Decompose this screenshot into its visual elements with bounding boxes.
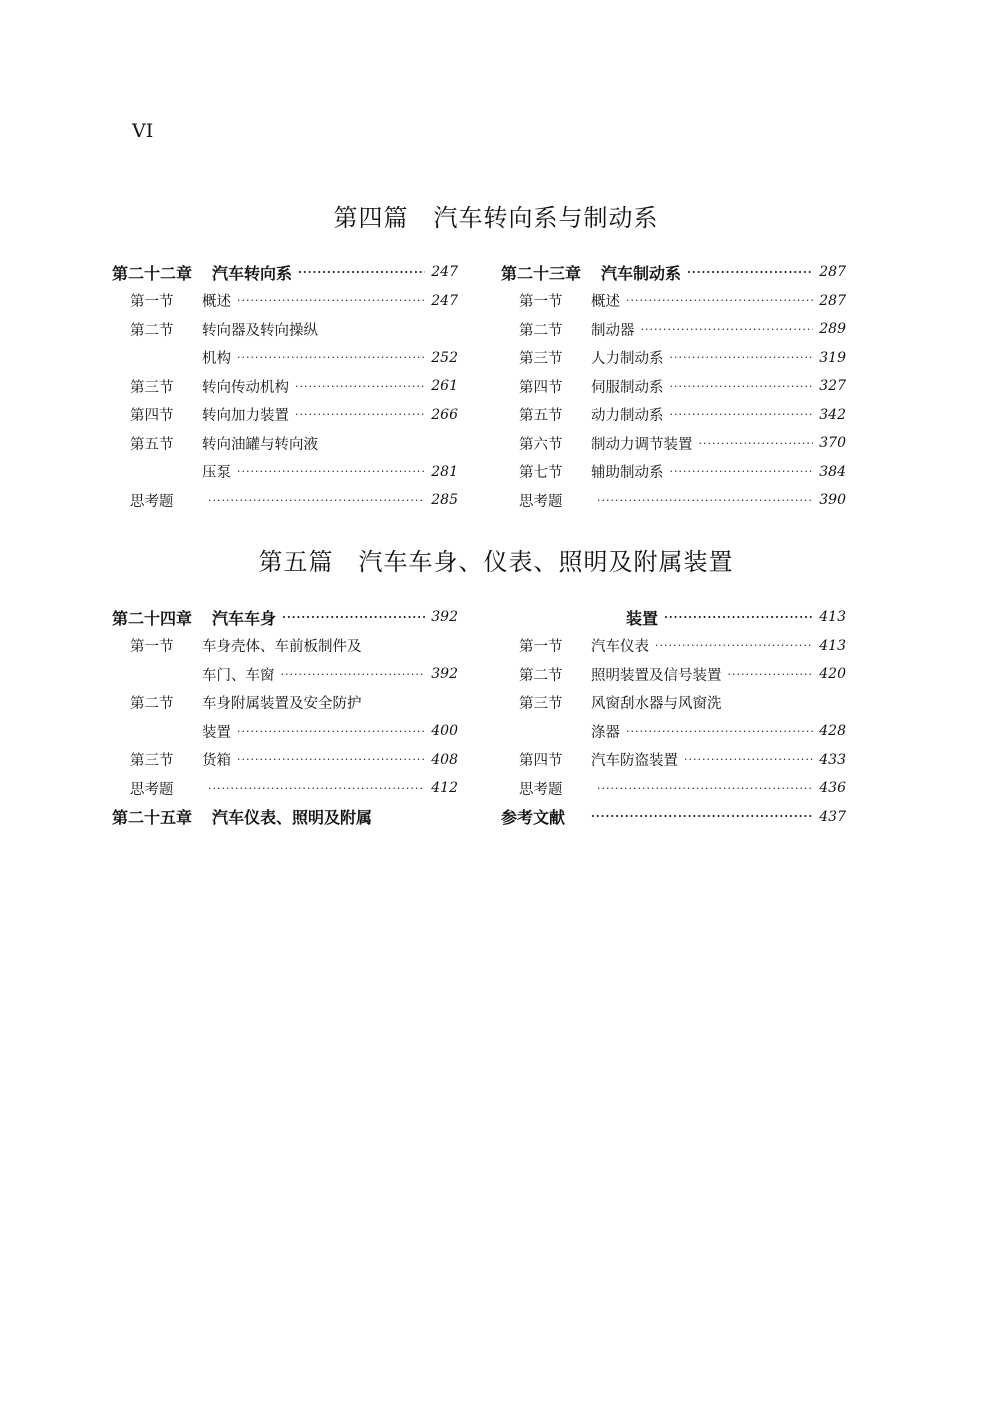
toc-title: 汽车制动系 (601, 263, 682, 283)
toc-label: 第三节 (519, 351, 563, 367)
toc-chapter-row (501, 260, 846, 284)
toc-section-row (501, 776, 846, 800)
toc-title: 风窗刮水器与风窗洗 (591, 696, 722, 712)
toc-label: 第四节 (519, 379, 563, 396)
toc-page-number: 420 (819, 666, 846, 682)
toc-page-number: 392 (431, 609, 458, 625)
toc-title: 辅助制动系 (591, 465, 664, 481)
toc-section-row (501, 460, 846, 484)
toc-title: 转向油罐与转向液 (202, 436, 318, 453)
toc-title: 压泵 (202, 465, 231, 481)
toc-page-number: 428 (819, 723, 846, 739)
toc-section-row (501, 403, 846, 427)
toc-section-row (112, 374, 458, 398)
toc-chapter-row (501, 605, 846, 629)
toc-section-row (112, 346, 458, 370)
toc-label: 参考文献 (501, 808, 566, 827)
toc-leader-dots (237, 351, 425, 364)
toc-chapter-row (112, 805, 458, 829)
toc-leader-dots (687, 266, 813, 279)
toc-section-row (501, 431, 846, 455)
toc-section-row (112, 691, 458, 715)
toc-title: 车门、车窗 (202, 667, 275, 684)
toc-label: 第五节 (519, 408, 563, 424)
toc-title: 车身壳体、车前板制件及 (202, 639, 362, 655)
toc-page-number: 392 (431, 666, 458, 682)
toc-leader-dots (208, 782, 425, 795)
toc-section-row (112, 748, 458, 772)
toc-leader-dots (626, 294, 813, 307)
toc-page-number: 342 (819, 406, 846, 423)
toc-page-number: 384 (819, 463, 846, 480)
toc-title: 转向传动机构 (202, 379, 289, 396)
toc-section-row (501, 634, 846, 658)
toc-page-number: 400 (431, 723, 458, 739)
toc-leader-dots (670, 465, 814, 478)
toc-leader-dots (597, 494, 813, 507)
toc-label: 第二十三章 (501, 263, 582, 283)
toc-leader-dots (237, 725, 425, 738)
toc-label: 第一节 (130, 294, 174, 310)
toc-label: 第二节 (130, 322, 174, 339)
toc-label: 第二节 (519, 322, 563, 339)
toc-page-number: 390 (819, 492, 846, 508)
toc-section-row (112, 460, 458, 484)
toc-title: 汽车车身 (212, 608, 277, 628)
toc-label: 思考题 (519, 493, 563, 510)
toc-section-row (112, 662, 458, 686)
toc-leader-dots (298, 266, 425, 279)
toc-page-number: 289 (819, 321, 846, 337)
toc-page-number: 370 (819, 435, 846, 451)
part5-title: 第五篇 汽车车身、仪表、照明及附属装置 (258, 548, 734, 576)
toc-leader-dots (282, 611, 425, 624)
toc-label: 第六节 (519, 436, 563, 453)
toc-page-number: 252 (431, 349, 458, 366)
toc-title: 概述 (591, 294, 620, 310)
toc-section-row (112, 289, 458, 313)
toc-label: 第一节 (519, 639, 563, 655)
toc-title: 装置 (626, 608, 659, 628)
toc-chapter-row (501, 805, 846, 829)
toc-section-row (501, 317, 846, 341)
toc-section-row (112, 488, 458, 512)
toc-leader-dots (655, 639, 813, 652)
toc-section-row (501, 488, 846, 512)
toc-label: 第一节 (519, 294, 563, 310)
toc-label: 第四节 (519, 753, 563, 769)
toc-page-number: 281 (431, 463, 458, 480)
toc-page-number: 247 (431, 292, 458, 309)
toc-label: 第二节 (130, 696, 174, 712)
toc-label: 第一节 (130, 639, 174, 655)
toc-title: 转向器及转向操纵 (202, 322, 318, 339)
toc-leader-dots (208, 494, 425, 507)
toc-page-number: 247 (431, 264, 458, 280)
toc-section-row (501, 748, 846, 772)
toc-leader-dots (237, 294, 425, 307)
toc-page-number: 261 (431, 378, 458, 394)
toc-title: 涤器 (591, 724, 620, 741)
toc-leader-dots (295, 408, 425, 421)
toc-leader-dots (237, 465, 425, 478)
toc-title: 货箱 (202, 753, 231, 769)
toc-section-row (501, 374, 846, 398)
toc-label: 思考题 (130, 493, 174, 510)
toc-page-number: 433 (819, 751, 846, 768)
toc-leader-dots (295, 380, 425, 393)
toc-title: 汽车仪表、照明及附属 (212, 808, 373, 827)
toc-label: 思考题 (130, 781, 174, 798)
toc-section-row (112, 403, 458, 427)
toc-page-number: 437 (819, 808, 846, 825)
toc-title: 伺服制动系 (591, 379, 664, 396)
toc-chapter-row (112, 605, 458, 629)
toc-section-row (112, 431, 458, 455)
toc-page-number: 413 (819, 637, 846, 654)
toc-leader-dots (684, 753, 813, 766)
toc-label: 思考题 (519, 781, 563, 798)
toc-chapter-row (112, 260, 458, 284)
toc-title: 人力制动系 (591, 351, 664, 367)
toc-page-number: 412 (431, 780, 458, 796)
toc-page-number: 319 (819, 349, 846, 366)
toc-label: 第二十四章 (112, 608, 193, 628)
toc-leader-dots (591, 810, 813, 823)
toc-leader-dots (699, 437, 814, 450)
toc-page-number: 285 (431, 492, 458, 508)
toc-title: 汽车仪表 (591, 639, 649, 655)
toc-leader-dots (670, 380, 814, 393)
toc-leader-dots (237, 753, 425, 766)
toc-title: 概述 (202, 294, 231, 310)
toc-label: 第二十二章 (112, 263, 193, 283)
toc-leader-dots (641, 323, 814, 336)
toc-label: 第三节 (130, 753, 174, 769)
toc-label: 第二十五章 (112, 808, 193, 827)
toc-page-number: 436 (819, 780, 846, 796)
toc-page-number: 266 (431, 406, 458, 423)
toc-title: 装置 (202, 724, 231, 741)
toc-page-number: 413 (819, 609, 846, 625)
toc-label: 第二节 (519, 667, 563, 684)
toc-title: 制动器 (591, 322, 635, 339)
toc-leader-dots (728, 668, 814, 681)
toc-page-number: 327 (819, 378, 846, 394)
toc-leader-dots (626, 725, 813, 738)
toc-title: 汽车防盗装置 (591, 753, 678, 769)
toc-label: 第三节 (519, 696, 563, 712)
toc-section-row (112, 317, 458, 341)
toc-leader-dots (597, 782, 813, 795)
toc-section-row (112, 719, 458, 743)
toc-leader-dots (664, 611, 813, 624)
toc-title: 汽车转向系 (212, 263, 293, 283)
toc-title: 转向加力装置 (202, 408, 289, 424)
toc-section-row (112, 776, 458, 800)
toc-section-row (501, 346, 846, 370)
toc-label: 第三节 (130, 379, 174, 396)
part4-title: 第四篇 汽车转向系与制动系 (333, 204, 659, 232)
toc-label: 第五节 (130, 436, 174, 453)
toc-leader-dots (670, 408, 814, 421)
toc-label: 第四节 (130, 408, 174, 424)
toc-leader-dots (281, 668, 426, 681)
toc-section-row (501, 289, 846, 313)
toc-page-number: 287 (819, 264, 846, 280)
toc-title: 制动力调节装置 (591, 436, 693, 453)
toc-title: 车身附属装置及安全防护 (202, 696, 362, 712)
toc-leader-dots (670, 351, 814, 364)
toc-page-number: 287 (819, 292, 846, 309)
toc-section-row (501, 662, 846, 686)
toc-title: 机构 (202, 351, 231, 367)
toc-title: 动力制动系 (591, 408, 664, 424)
toc-section-row (501, 719, 846, 743)
toc-section-row (501, 691, 846, 715)
toc-section-row (112, 634, 458, 658)
toc-page-number: 408 (431, 751, 458, 768)
toc-label: 第七节 (519, 465, 563, 481)
page-number: VI (132, 120, 154, 142)
toc-title: 照明装置及信号装置 (591, 667, 722, 684)
